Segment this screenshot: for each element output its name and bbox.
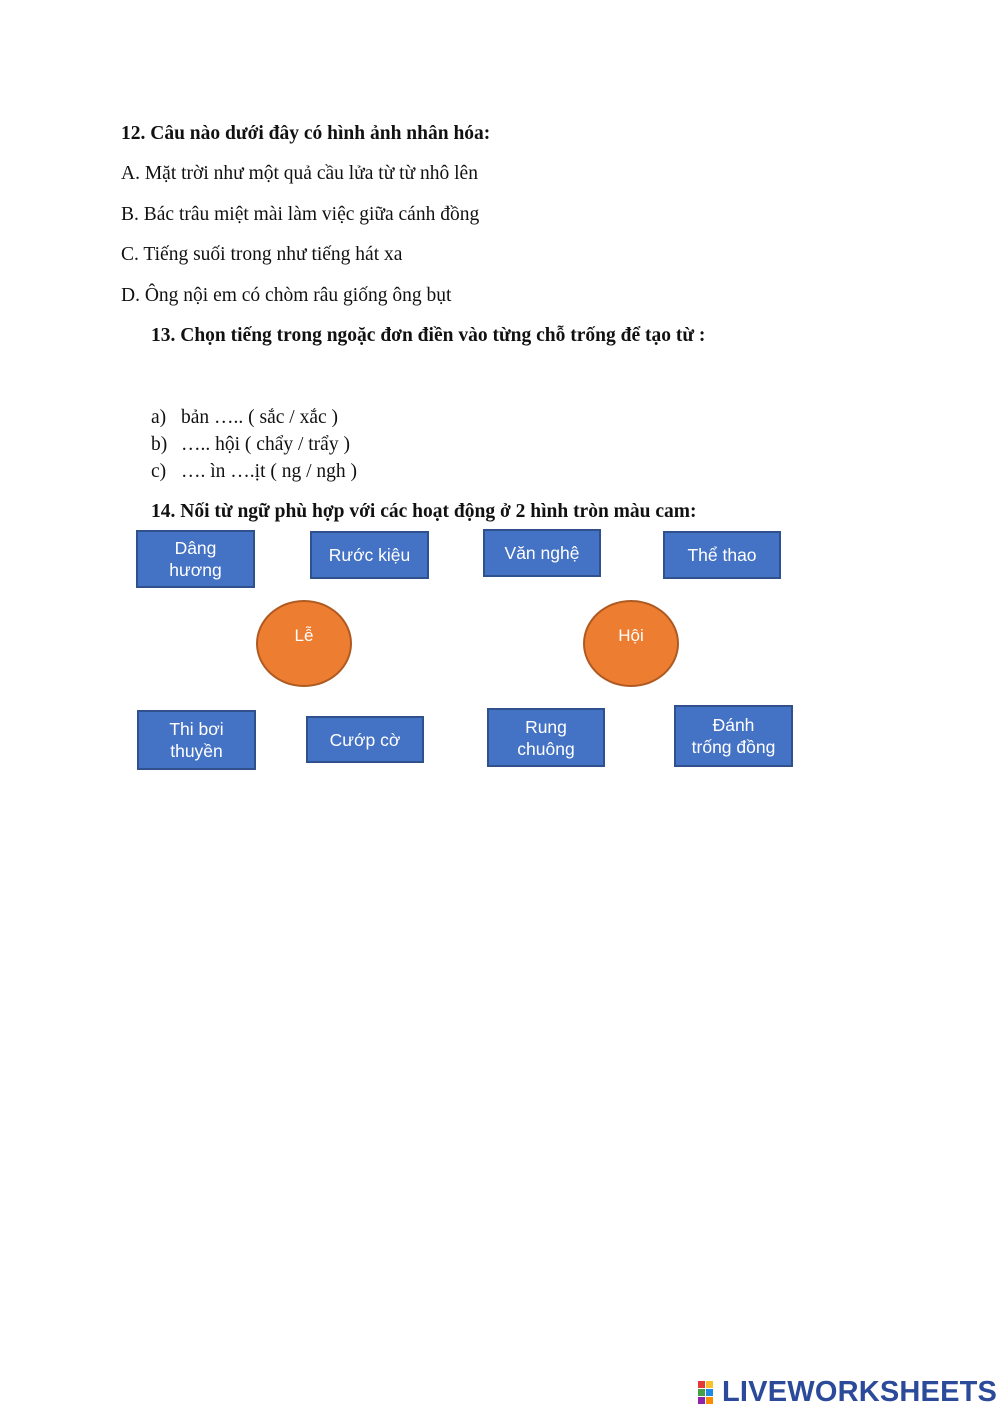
box-van-nghe[interactable]	[483, 529, 601, 577]
circle-label: Lễ	[294, 626, 314, 645]
q14-title: 14. Nối từ ngữ phù hợp với các hoạt động ở 2 hình tròn màu cam:	[151, 501, 697, 522]
q13-item-label: c)	[151, 461, 167, 482]
q12-title: 12. Câu nào dưới đây có hình ảnh nhân hóa:	[121, 123, 491, 144]
box-dang-huong[interactable]	[136, 530, 255, 588]
box-the-thao[interactable]	[663, 531, 781, 579]
box-line: chuông	[517, 738, 575, 759]
logo-wordmark: LIVEWORKSHEETS	[722, 1376, 998, 1408]
box-line: trống đồng	[691, 737, 776, 757]
box-line: Thi bơi	[169, 719, 224, 739]
box-line: Thể thao	[687, 545, 757, 565]
box-thi-boi-thuyen[interactable]	[137, 710, 256, 770]
box-line: hương	[169, 560, 222, 580]
circle-label: Hội	[618, 626, 644, 645]
q12-option-a: A. Mặt trời như một quả cầu lửa từ từ nhô lên	[121, 163, 478, 184]
q13-item-text: ….. hội ( chẩy / trẩy )	[181, 434, 350, 455]
box-ruoc-kieu[interactable]	[310, 531, 429, 579]
box-danh-trong-dong[interactable]	[674, 705, 793, 767]
box-line: Văn nghệ	[504, 543, 580, 563]
box-line: Rung	[525, 716, 567, 737]
box-line: thuyền	[170, 741, 223, 761]
q12-option-b: B. Bác trâu miệt mài làm việc giữa cánh đồng	[121, 204, 480, 225]
q13-item-text: …. ìn ….ịt ( ng / ngh )	[181, 461, 358, 482]
q12-option-d: D. Ông nội em có chòm râu giống ông bụt	[121, 285, 452, 306]
q13-title: 13. Chọn tiếng trong ngoặc đơn điền vào từng chỗ trống để tạo từ :	[151, 325, 706, 346]
q13-item-label: a)	[151, 407, 167, 428]
box-line: Đánh	[712, 715, 755, 735]
q13-item-label: b)	[151, 434, 168, 455]
logo-badge-icon	[698, 1377, 720, 1407]
circle-le[interactable]	[256, 600, 352, 687]
box-cuop-co[interactable]	[306, 716, 424, 763]
box-line: Rước kiệu	[328, 545, 411, 565]
circle-hoi[interactable]	[583, 600, 679, 687]
liveworksheets-logo[interactable]	[698, 1377, 997, 1407]
box-rung-chuong[interactable]	[487, 708, 605, 767]
q13-item-text: bản ….. ( sắc / xắc )	[181, 407, 339, 428]
box-line: Dâng	[174, 538, 217, 558]
box-line: Cướp cờ	[329, 729, 401, 750]
q12-option-c: C. Tiếng suối trong như tiếng hát xa	[121, 244, 403, 265]
